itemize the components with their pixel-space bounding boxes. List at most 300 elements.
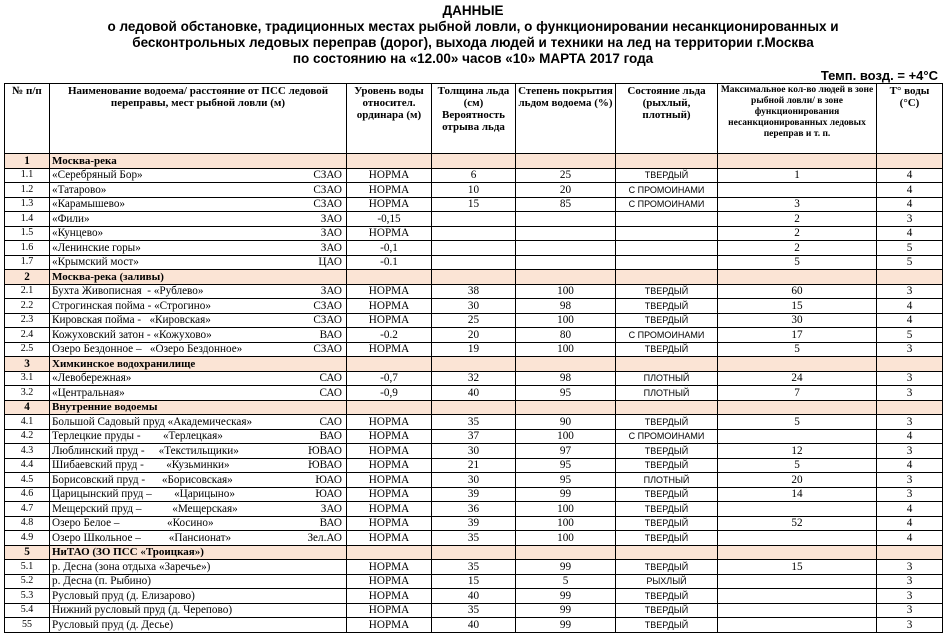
water-level: НОРМА (347, 299, 432, 314)
row-number: 2.5 (5, 342, 50, 357)
table-row (5, 458, 943, 473)
water-body-wrap (52, 285, 344, 298)
section-row (5, 270, 943, 285)
ice-state: ТВЕРДЫЙ (616, 516, 718, 531)
water-temperature: 4 (877, 429, 943, 444)
district-code: СЗАО (313, 314, 342, 326)
people-count: 2 (718, 241, 877, 256)
ice-thickness: 40 (432, 618, 516, 633)
water-level: НОРМА (347, 473, 432, 488)
row-number: 4.7 (5, 502, 50, 517)
ice-coverage: 99 (516, 589, 616, 604)
ice-thickness: 30 (432, 473, 516, 488)
document-subtitle-line-1: о ледовой обстановке, традиционных местах рыбной ловли, о функционировании несанкционированных и (107, 19, 839, 34)
district-code: ЗАО (320, 212, 342, 225)
people-count (718, 502, 877, 517)
section-empty-cell (616, 400, 718, 415)
ice-coverage: 20 (516, 183, 616, 198)
ice-coverage: 98 (516, 299, 616, 314)
section-empty-cell (516, 545, 616, 560)
water-level: НОРМА (347, 284, 432, 299)
row-number: 1.5 (5, 226, 50, 241)
row-number: 1.3 (5, 197, 50, 212)
ice-thickness: 30 (432, 444, 516, 459)
ice-coverage (516, 226, 616, 241)
water-body-wrap (52, 314, 344, 327)
row-number: 4.6 (5, 487, 50, 502)
water-level: НОРМА (347, 487, 432, 502)
water-level: НОРМА (347, 603, 432, 618)
water-level: -0.1 (347, 255, 432, 270)
section-empty-cell (616, 357, 718, 372)
ice-thickness: 15 (432, 574, 516, 589)
water-level: НОРМА (347, 444, 432, 459)
water-temperature: 3 (877, 487, 943, 502)
section-empty-cell (718, 545, 877, 560)
ice-state: С ПРОМОИНАМИ (616, 183, 718, 198)
district-code: ВАО (319, 430, 342, 442)
district-code: СЗАО (313, 299, 342, 312)
section-empty-cell (432, 400, 516, 415)
row-number: 5.4 (5, 603, 50, 618)
water-body-cell (50, 574, 347, 589)
water-body-cell (50, 386, 347, 401)
district-code: ЮАО (315, 488, 342, 500)
people-count: 15 (718, 299, 877, 314)
water-temperature: 3 (877, 342, 943, 357)
ice-state (616, 255, 718, 270)
row-number: 1.1 (5, 168, 50, 183)
section-empty-cell (718, 357, 877, 372)
water-body-name: «Фили» (52, 212, 90, 225)
section-empty-cell (432, 545, 516, 560)
section-title: Москва-река (заливы) (50, 270, 347, 285)
section-number: 3 (5, 357, 50, 372)
row-number: 4.4 (5, 458, 50, 473)
district-code (342, 619, 344, 632)
district-code: Зел.АО (307, 531, 342, 544)
people-count: 30 (718, 313, 877, 328)
ice-state: РЫХЛЫЙ (616, 574, 718, 589)
water-body-cell (50, 241, 347, 256)
ice-thickness: 37 (432, 429, 516, 444)
air-temperature: Темп. возд. = +4°С (820, 68, 938, 83)
section-empty-cell (718, 154, 877, 169)
row-number: 2.2 (5, 299, 50, 314)
section-empty-cell (347, 154, 432, 169)
ice-thickness: 35 (432, 415, 516, 430)
ice-state: С ПРОМОИНАМИ (616, 197, 718, 212)
water-body-wrap (52, 474, 344, 487)
row-number: 4.8 (5, 516, 50, 531)
water-level: НОРМА (347, 589, 432, 604)
ice-thickness: 35 (432, 603, 516, 618)
water-body-wrap (52, 343, 344, 356)
water-body-cell (50, 415, 347, 430)
people-count: 2 (718, 226, 877, 241)
section-title: Москва-река (50, 154, 347, 169)
water-body-name: Строгинская пойма - «Строгино» (52, 299, 211, 312)
ice-thickness: 15 (432, 197, 516, 212)
people-count (718, 574, 877, 589)
ice-conditions-table (4, 83, 943, 633)
ice-coverage: 97 (516, 444, 616, 459)
district-code: ЗАО (320, 285, 342, 297)
people-count (718, 429, 877, 444)
people-count: 5 (718, 255, 877, 270)
water-body-name: «Кунцево» (52, 227, 104, 239)
water-temperature: 3 (877, 284, 943, 299)
water-level: НОРМА (347, 342, 432, 357)
people-count: 2 (718, 212, 877, 227)
ice-coverage: 5 (516, 574, 616, 589)
water-temperature: 4 (877, 299, 943, 314)
table-body (5, 154, 943, 633)
ice-coverage (516, 212, 616, 227)
ice-thickness: 25 (432, 313, 516, 328)
table-row (5, 560, 943, 575)
section-empty-cell (516, 357, 616, 372)
ice-state: ТВЕРДЫЙ (616, 313, 718, 328)
water-level: НОРМА (347, 560, 432, 575)
people-count (718, 618, 877, 633)
ice-thickness: 39 (432, 487, 516, 502)
water-temperature: 4 (877, 197, 943, 212)
table-row (5, 589, 943, 604)
people-count (718, 183, 877, 198)
ice-state: ТВЕРДЫЙ (616, 502, 718, 517)
district-code: САО (319, 415, 342, 428)
people-count: 17 (718, 328, 877, 343)
table-row (5, 386, 943, 401)
water-level: НОРМА (347, 168, 432, 183)
water-temperature: 3 (877, 371, 943, 386)
water-temperature: 3 (877, 444, 943, 459)
people-count: 20 (718, 473, 877, 488)
table-row (5, 444, 943, 459)
ice-state: С ПРОМОИНАМИ (616, 328, 718, 343)
section-empty-cell (616, 545, 718, 560)
row-number: 4.1 (5, 415, 50, 430)
row-number: 3.2 (5, 386, 50, 401)
ice-coverage: 95 (516, 458, 616, 473)
header-name: Наименование водоема/ расстояние от ПСС ледовой переправы, мест рыбной ловли (м) (50, 84, 347, 154)
water-body-cell (50, 531, 347, 546)
water-body-cell (50, 458, 347, 473)
row-number: 1.7 (5, 255, 50, 270)
section-title: Химкинское водохранилище (50, 357, 347, 372)
ice-thickness: 6 (432, 168, 516, 183)
row-number: 5.2 (5, 574, 50, 589)
district-code: СЗАО (313, 343, 342, 355)
ice-state: ТВЕРДЫЙ (616, 531, 718, 546)
water-body-wrap (52, 561, 344, 574)
row-number: 2.3 (5, 313, 50, 328)
section-empty-cell (432, 357, 516, 372)
section-empty-cell (347, 357, 432, 372)
water-temperature: 4 (877, 226, 943, 241)
water-body-cell (50, 284, 347, 299)
water-level: -0,7 (347, 371, 432, 386)
row-number: 1.6 (5, 241, 50, 256)
water-body-cell (50, 212, 347, 227)
water-level: -0,15 (347, 212, 432, 227)
ice-coverage: 100 (516, 516, 616, 531)
water-body-name: «Ленинские горы» (52, 241, 141, 254)
header-thickness: Толщина льда (см) Вероятность отрыва льда (432, 84, 516, 154)
water-level: НОРМА (347, 429, 432, 444)
ice-thickness: 38 (432, 284, 516, 299)
water-body-cell (50, 618, 347, 633)
water-body-cell (50, 560, 347, 575)
ice-thickness: 40 (432, 589, 516, 604)
table-row (5, 183, 943, 198)
section-empty-cell (877, 270, 943, 285)
water-body-wrap (52, 517, 344, 530)
table-row (5, 241, 943, 256)
district-code: ВАО (319, 328, 342, 341)
water-body-name: Озеро Школьное – «Пансионат» (52, 531, 232, 544)
water-body-name: «Серебряный Бор» (52, 169, 143, 181)
water-temperature: 4 (877, 183, 943, 198)
ice-thickness: 20 (432, 328, 516, 343)
section-number: 4 (5, 400, 50, 415)
ice-state: ТВЕРДЫЙ (616, 444, 718, 459)
water-temperature: 4 (877, 502, 943, 517)
table-row (5, 255, 943, 270)
district-code (342, 575, 344, 588)
ice-coverage (516, 241, 616, 256)
people-count: 1 (718, 168, 877, 183)
ice-coverage: 99 (516, 560, 616, 575)
water-body-wrap (52, 184, 344, 197)
water-level: НОРМА (347, 415, 432, 430)
district-code: ЮВАО (308, 444, 342, 457)
water-level: НОРМА (347, 197, 432, 212)
water-body-wrap (52, 198, 344, 211)
water-body-name: Озеро Белое – «Косино» (52, 517, 214, 529)
water-body-name: Царицынский пруд – «Царицыно» (52, 488, 235, 500)
district-code: САО (319, 372, 342, 384)
ice-state (616, 241, 718, 256)
water-body-cell (50, 429, 347, 444)
water-body-wrap (52, 604, 344, 617)
header-water-temp: Т° воды (°С) (877, 84, 943, 154)
water-temperature: 3 (877, 589, 943, 604)
ice-coverage: 80 (516, 328, 616, 343)
water-body-wrap (52, 329, 344, 342)
water-body-name: «Левобережная» (52, 372, 132, 384)
water-body-name: р. Десна (зона отдыха «Заречье») (52, 560, 211, 573)
water-body-wrap (52, 416, 344, 429)
table-row (5, 473, 943, 488)
section-empty-cell (616, 154, 718, 169)
water-body-cell (50, 502, 347, 517)
water-body-wrap (52, 619, 344, 632)
row-number: 2.4 (5, 328, 50, 343)
water-body-wrap (52, 445, 344, 458)
water-level: НОРМА (347, 313, 432, 328)
water-body-wrap (52, 213, 344, 226)
ice-coverage: 99 (516, 618, 616, 633)
row-number: 4.5 (5, 473, 50, 488)
document-subtitle-line-2: бесконтрольных ледовых переправ (дорог), выхода людей и техники на лед на территории г.Москва (132, 35, 814, 50)
people-count: 12 (718, 444, 877, 459)
water-body-name: Русловый пруд (д. Десье) (52, 618, 174, 631)
table-row (5, 299, 943, 314)
water-body-cell (50, 299, 347, 314)
section-row (5, 400, 943, 415)
water-body-cell (50, 226, 347, 241)
ice-state: ТВЕРДЫЙ (616, 458, 718, 473)
water-temperature: 4 (877, 458, 943, 473)
water-body-cell (50, 473, 347, 488)
section-number: 1 (5, 154, 50, 169)
people-count: 14 (718, 487, 877, 502)
water-body-wrap (52, 169, 344, 182)
table-row (5, 226, 943, 241)
water-body-wrap (52, 372, 344, 385)
water-temperature: 4 (877, 531, 943, 546)
section-empty-cell (877, 357, 943, 372)
header-num: № п/п (5, 84, 50, 154)
section-empty-cell (718, 270, 877, 285)
water-body-cell (50, 313, 347, 328)
water-temperature: 4 (877, 313, 943, 328)
district-code (342, 561, 344, 574)
table-row (5, 574, 943, 589)
ice-state: С ПРОМОИНАМИ (616, 429, 718, 444)
header-state: Состояние льда (рыхлый, плотный) (616, 84, 718, 154)
table-row (5, 168, 943, 183)
row-number: 2.1 (5, 284, 50, 299)
water-body-name: Терлецкие пруды - «Терлецкая» (52, 430, 223, 442)
water-body-name: Русловый пруд (д. Елизарово) (52, 589, 195, 602)
water-body-wrap (52, 256, 344, 269)
section-empty-cell (347, 545, 432, 560)
section-empty-cell (616, 270, 718, 285)
water-level: -0.2 (347, 328, 432, 343)
water-temperature: 3 (877, 603, 943, 618)
table-row (5, 313, 943, 328)
ice-state: ПЛОТНЫЙ (616, 473, 718, 488)
section-row (5, 545, 943, 560)
ice-coverage: 95 (516, 473, 616, 488)
ice-thickness: 35 (432, 560, 516, 575)
water-temperature: 3 (877, 212, 943, 227)
ice-coverage: 100 (516, 313, 616, 328)
water-body-name: Кожуховский затон - «Кожухово» (52, 328, 212, 341)
ice-thickness: 32 (432, 371, 516, 386)
water-body-wrap (52, 430, 344, 443)
district-code: ВАО (319, 517, 342, 529)
ice-coverage: 100 (516, 284, 616, 299)
people-count: 52 (718, 516, 877, 531)
ice-coverage: 100 (516, 429, 616, 444)
table-row (5, 212, 943, 227)
water-body-wrap (52, 242, 344, 255)
water-body-cell (50, 444, 347, 459)
ice-coverage: 100 (516, 342, 616, 357)
ice-coverage: 25 (516, 168, 616, 183)
district-code: ЦАО (318, 256, 342, 268)
table-row (5, 516, 943, 531)
water-level: НОРМА (347, 574, 432, 589)
water-level: НОРМА (347, 502, 432, 517)
water-temperature: 3 (877, 415, 943, 430)
section-number: 2 (5, 270, 50, 285)
water-temperature: 3 (877, 574, 943, 589)
water-level: -0,1 (347, 241, 432, 256)
water-body-name: «Центральная» (52, 386, 125, 399)
ice-coverage: 99 (516, 603, 616, 618)
document-date-line: по состоянию на «12.00» часов «10» МАРТА 2017 года (292, 51, 654, 66)
ice-thickness: 35 (432, 531, 516, 546)
water-body-cell (50, 487, 347, 502)
row-number: 4.9 (5, 531, 50, 546)
ice-state: ПЛОТНЫЙ (616, 371, 718, 386)
ice-coverage: 100 (516, 502, 616, 517)
ice-coverage: 95 (516, 386, 616, 401)
table-row (5, 429, 943, 444)
ice-state (616, 212, 718, 227)
water-temperature: 3 (877, 560, 943, 575)
row-number: 1.2 (5, 183, 50, 198)
ice-thickness: 36 (432, 502, 516, 517)
section-title: Внутренние водоемы (50, 400, 347, 415)
ice-coverage: 85 (516, 197, 616, 212)
water-body-name: «Крымский мост» (52, 256, 139, 268)
section-empty-cell (516, 400, 616, 415)
water-temperature: 4 (877, 168, 943, 183)
district-code: ЗАО (320, 227, 342, 239)
section-title: НиТАО (ЗО ПСС «Троицкая») (50, 545, 347, 560)
row-number: 5.1 (5, 560, 50, 575)
row-number: 55 (5, 618, 50, 633)
ice-state: ТВЕРДЫЙ (616, 487, 718, 502)
water-body-cell (50, 168, 347, 183)
water-body-name: Бухта Живописная - «Рублево» (52, 285, 204, 297)
ice-thickness (432, 226, 516, 241)
ice-state: ТВЕРДЫЙ (616, 589, 718, 604)
water-temperature: 5 (877, 241, 943, 256)
district-code: ЗАО (320, 502, 342, 515)
table-header-row (5, 84, 943, 154)
section-empty-cell (516, 154, 616, 169)
ice-state: ТВЕРДЫЙ (616, 342, 718, 357)
table-row (5, 342, 943, 357)
people-count: 60 (718, 284, 877, 299)
people-count: 5 (718, 342, 877, 357)
water-body-wrap (52, 488, 344, 501)
section-row (5, 154, 943, 169)
ice-state: ПЛОТНЫЙ (616, 386, 718, 401)
water-body-name: Шибаевский пруд - «Кузьминки» (52, 459, 230, 471)
water-level: НОРМА (347, 516, 432, 531)
ice-thickness: 40 (432, 386, 516, 401)
row-number: 1.4 (5, 212, 50, 227)
ice-thickness: 19 (432, 342, 516, 357)
ice-thickness (432, 241, 516, 256)
water-body-name: Нижний русловый пруд (д. Черепово) (52, 604, 233, 616)
row-number: 5.3 (5, 589, 50, 604)
people-count: 5 (718, 415, 877, 430)
section-number: 5 (5, 545, 50, 560)
district-code: СЗАО (313, 169, 342, 181)
people-count (718, 603, 877, 618)
ice-thickness: 39 (432, 516, 516, 531)
ice-coverage: 99 (516, 487, 616, 502)
